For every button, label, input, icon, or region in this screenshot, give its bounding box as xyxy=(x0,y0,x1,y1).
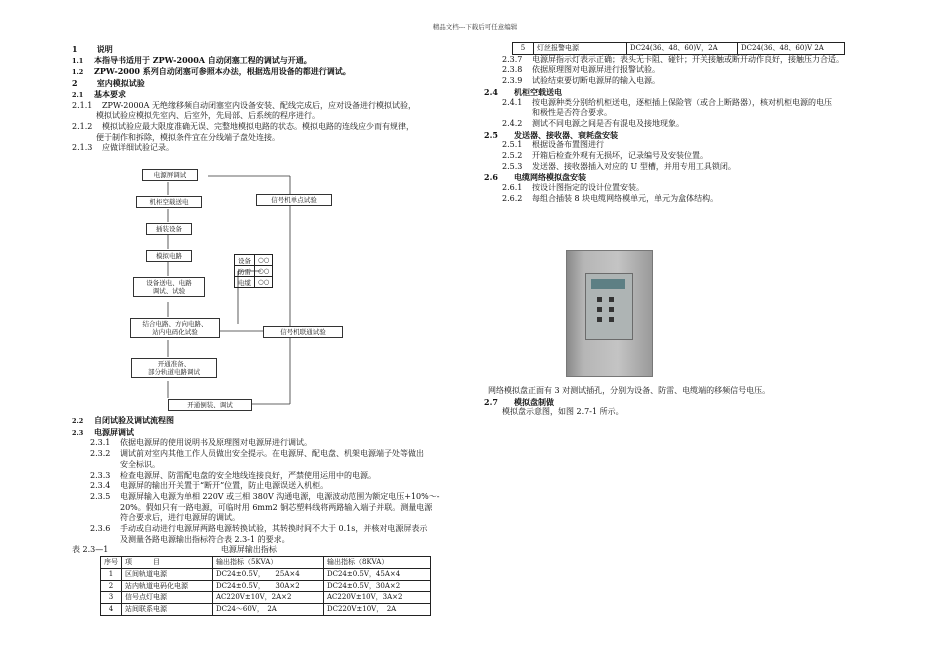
section-2-4-2: 2.4.2 测试不同电源之间是否有混电及接地现象。 xyxy=(502,118,684,128)
section-2-4-heading: 2.4 机柜空载送电 xyxy=(484,86,562,97)
section-2-2-heading: 2.2 自闭试验及调试流程图 xyxy=(72,415,174,425)
test-socket-icon xyxy=(597,307,602,312)
section-2-6-2: 2.6.2 每组合插装 8 块电缆网络模单元，单元为盒体结构。 xyxy=(502,193,719,203)
section-2-1-2: 2.1.2 模拟试验应最大限度准确无误、完整地模拟电路的状态。模拟电路的连线应少而有规律， xyxy=(72,121,414,131)
section-2-1-1-cont: 模拟试验应模拟先室内、后室外，先局部、后系统的程序进行。 xyxy=(96,111,320,121)
header-note: 精品文档---下载后可任意编辑 xyxy=(432,23,518,31)
section-2-4-1-cont: 和极性是否符合要求。 xyxy=(532,108,612,118)
section-2-1-3: 2.1.3 应做详细试验记录。 xyxy=(72,143,174,153)
table-row: 1 区间轨道电源 DC24±0.5V， 25A×4 DC24±0.5V，45A×4 xyxy=(101,568,431,580)
section-2-7-text: 模拟盘示意图，如图 2.7-1 所示。 xyxy=(502,407,624,417)
flow-box-coding-test: 结合电路、方向电路、 站内电码化试验 xyxy=(130,318,220,338)
section-2-3-4: 2.3.4 电源屏的输出开关置于“断开”位置，防止电源误送入机柜。 xyxy=(90,481,329,491)
section-2-3-9: 2.3.9 试验结束要切断电源屏的输入电源。 xyxy=(502,76,660,86)
commissioning-flowchart xyxy=(128,166,368,416)
flow-box-opening-prep: 开通准备、 部分轨道电路调试 xyxy=(131,358,217,378)
right-column-lower xyxy=(484,386,899,418)
section-2-3-2: 2.3.2 调试前对室内其他工作人员做出安全提示。在电源屏、配电盘、机架电源端子处等做出 xyxy=(90,449,424,459)
right-column xyxy=(484,44,899,205)
section-2-5-heading: 2.5 发送器、接收器、衰耗盘安装 xyxy=(484,129,618,140)
flow-box-signal-link: 信号机联通试验 xyxy=(263,326,343,338)
flow-box-power-screen: 电源屏调试 xyxy=(142,169,198,181)
section-2-1-heading: 2.1 基本要求 xyxy=(72,88,126,99)
section-2-3-5-cont2: 符合要求后，进行电源屏的调试。 xyxy=(120,513,240,523)
section-2-7-heading: 2.7 模拟盘制做 xyxy=(484,396,554,407)
section-2-3-3: 2.3.3 检查电源屏、防雷配电盘的安全地线连接良好，严禁使用运用中的电源。 xyxy=(90,470,376,480)
section-2-3-5: 2.3.5 电源屏输入电源为单相 220V 或三相 380V 沟通电源，电源波动范围为额定电压+10%～- xyxy=(90,491,440,501)
test-socket-icon xyxy=(597,317,602,322)
photo-caption: 网络模拟盘正面有 3 对测试插孔，分别为设备、防雷、电缆端的移频信号电压。 xyxy=(488,386,771,395)
table-row: 5 灯丝报警电源 DC24(36、48、60)V，2A DC24(36、48、60)V 2A xyxy=(513,43,845,55)
section-1-2: 1.2 ZPW-2000 系列自动闭塞可参照本办法，根据选用设备的都进行调试。 xyxy=(72,66,351,77)
section-2-3-1: 2.3.1 依据电源屏的使用说明书及原理图对电源屏进行调试。 xyxy=(90,438,312,448)
left-column-lower xyxy=(72,415,472,616)
left-column xyxy=(72,44,472,154)
section-2-3-heading: 2.3 电源屏调试 xyxy=(72,426,134,437)
section-2-3-5-cont1: 20%。假如只有一路电源，可临时用 6mm2 铜芯塑料线将两路输入端子并联。测量电源 xyxy=(120,502,433,512)
test-socket-icon xyxy=(597,297,602,302)
panel-display-window xyxy=(591,279,625,289)
section-2-5-3: 2.5.3 发送器、接收器插入对应的 U 型槽，并用专用工具锁闭。 xyxy=(502,161,736,171)
flow-box-sim-circuit: 模拟电路 xyxy=(146,250,192,262)
test-socket-icon xyxy=(609,297,614,302)
section-2-5-2: 2.5.2 开箱后检查外观有无损坏，记录编号及安装位置。 xyxy=(502,151,708,161)
flow-test-grid: 设备 ○○ 防雷 ○○ 电缆 ○○ xyxy=(234,254,273,288)
section-2-1-2-cont: 便于制作和拆除，模拟条件宜在分线端子盘处连接。 xyxy=(96,132,280,142)
section-2-heading: 2 室内模拟试验 xyxy=(72,78,145,89)
table-row: 3 信号点灯电源 AC220V±10V，2A×2 AC220V±10V，3A×2 xyxy=(101,592,431,604)
section-2-3-6: 2.3.6 手动或自动进行电源屏两路电源转换试验，其转换时间不大于 0.1s，并核对电源屏表示 xyxy=(90,524,428,534)
flow-box-power-debug: 设备送电、电路 调试、试验 xyxy=(133,277,205,297)
flow-box-cabinet-power: 机柜空载送电 xyxy=(136,196,202,208)
section-2-6-1: 2.6.1 按设计图指定的设计位置安装。 xyxy=(502,183,644,193)
section-2-4-1: 2.4.1 按电源种类分别给机柜送电，逐柜插上保险管（或合上断路器），核对机柜电源的电压 xyxy=(502,97,832,107)
table-caption xyxy=(72,545,472,556)
test-socket-icon xyxy=(609,307,614,312)
power-output-table-continued xyxy=(512,42,845,55)
section-1-1: 1.1 本指导书适用于 ZPW-2000A 自动闭塞工程的调试与开通。 xyxy=(72,54,312,65)
section-1-heading: 1 说明 xyxy=(72,44,113,54)
section-2-3-8: 2.3.8 依据原理图对电源屏进行报警试验。 xyxy=(502,65,660,75)
flow-box-signal-single: 信号机单点试验 xyxy=(256,194,332,206)
table-header-row: 序号 项 目 输出指标（5KVA） 输出指标（8KVA） xyxy=(101,557,431,569)
section-2-3-6-cont: 及测量各路电源输出指标符合表 2.3-1 的要求。 xyxy=(120,534,290,544)
table-title: 电源屏输出指标 xyxy=(220,545,277,555)
table-row: 2 站内轨道电码化电源 DC24±0.5V， 30A×2 DC24±0.5V，30A×2 xyxy=(101,580,431,592)
table-id: 表 2.3—1 xyxy=(72,545,109,555)
section-2-1-1: 2.1.1 ZPW-2000A 无绝缘移频自动闭塞室内设备安装、配线完成后，应对设备进行模拟试验， xyxy=(72,100,416,110)
test-socket-icon xyxy=(609,317,614,322)
network-sim-panel-photo xyxy=(566,250,653,377)
flow-box-install-equipment: 插装设备 xyxy=(146,223,192,235)
flow-box-opening-switch: 开通倒装、调试 xyxy=(168,399,252,411)
section-2-6-heading: 2.6 电缆网络模拟盘安装 xyxy=(484,172,586,183)
power-output-table xyxy=(100,556,431,616)
section-2-5-1: 2.5.1 根据设备布置图进行 xyxy=(502,140,604,150)
table-row: 4 站间联系电源 DC24～60V， 2A DC220V±10V， 2A xyxy=(101,603,431,615)
section-2-3-7: 2.3.7 电源屏指示灯表示正确；表头无卡阻、碰针；开关接触或断开动作良好，接触压力合适。 xyxy=(502,54,844,64)
section-2-3-2-cont: 安全标识。 xyxy=(120,459,160,469)
